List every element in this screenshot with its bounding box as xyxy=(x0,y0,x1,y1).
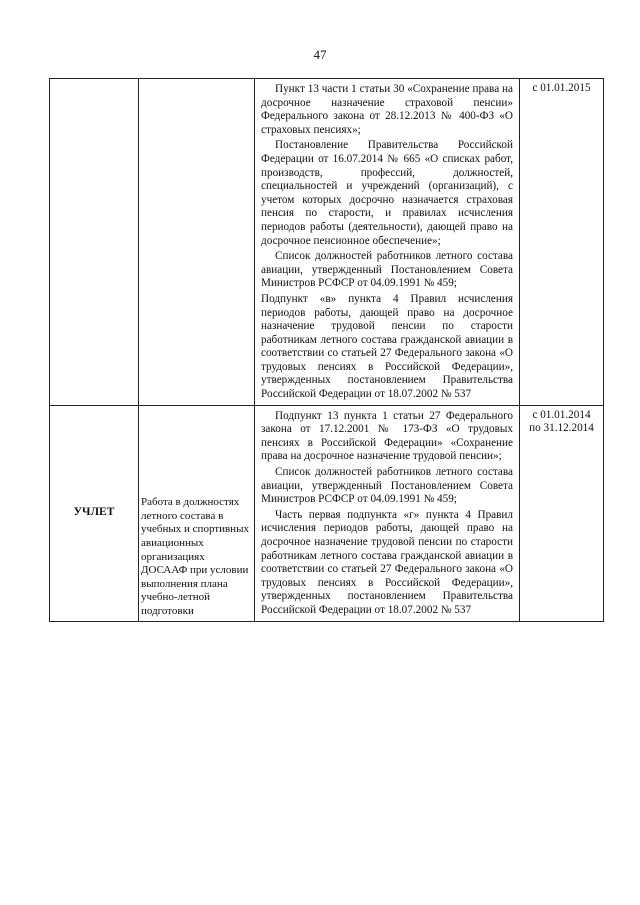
date-cell-1 xyxy=(520,79,604,406)
basis-paragraph: Часть первая подпункта «г» пункта 4 Правил исчисления периодов работы, дающей право на досрочное назначение трудовой пенсии по старости работникам летного состава гражданской авиации в соответствии со статьей 27 Федерального закона «О трудовых пенсиях в Российской Федерации», утвержденных постановлением Правительства Российской Федерации от 18.07.2002 № 537 xyxy=(261,508,513,616)
work-cell-1 xyxy=(139,79,255,406)
table-row-1 xyxy=(50,79,604,406)
work-cell-2 xyxy=(139,405,255,621)
basis-paragraph: Список должностей работников летного состава авиации, утвержденный Постановлением Совета Министров РСФСР от 04.09.1991 № 459; xyxy=(261,466,513,506)
date-line: с 01.01.2014 xyxy=(532,408,591,421)
date-line: с 01.01.2015 xyxy=(532,82,591,94)
code-cell-2: УЧЛЕТ xyxy=(50,405,139,621)
date-line: по 31.12.2014 xyxy=(529,422,594,435)
basis-cell-2 xyxy=(255,405,520,621)
basis-paragraph: Подпункт 13 пункта 1 статьи 27 Федерального закона от 17.12.2001 № 173-ФЗ «О трудовых пенсиях в Российской Федерации» «Сохранение права на досрочное назначение трудовой пенсии»; xyxy=(261,409,513,463)
basis-cell-1 xyxy=(255,79,520,406)
work-text-2: Работа в должностях летного состава в учебных и спортивных авиационных организациях ДОСААФ при условии выполнения плана учебно-летной подготовки xyxy=(141,496,249,617)
table-row-2 xyxy=(50,405,604,621)
work-text-1 xyxy=(139,79,254,81)
code-cell-1 xyxy=(50,79,139,406)
basis-paragraph: Список должностей работников летного состава авиации, утвержденный Постановлением Совета Министров РСФСР от 04.09.1991 № 459; xyxy=(261,250,513,290)
basis-paragraph: Подпункт «в» пункта 4 Правил исчисления периодов работы, дающей право на досрочное назначение трудовой пенсии по старости работникам летного состава гражданской авиации в соответствии со статьей 27 Федерального закона «О трудовых пенсиях в Российской Федерации», утвержденных постановлением Правительства Российской Федерации от 18.07.2002 № 537 xyxy=(261,292,513,401)
basis-paragraph: Постановление Правительства Российской Федерации от 16.07.2014 № 665 «О списках работ, производств, профессий, должностей, специальностей и учреждений (организаций), с учетом которых досрочно назначается страховая пенсия по старости, и правилах исчисления периодов работы (деятельности), дающей право на досрочное пенсионное обеспечение»; xyxy=(261,139,513,247)
date-cell-2 xyxy=(520,405,604,621)
pension-basis-table xyxy=(49,78,604,622)
page-number: 47 xyxy=(313,47,327,62)
basis-paragraph: Пункт 13 части 1 статьи 30 «Сохранение права на досрочное назначение страховой пенсии» Федерального закона от 28.12.2013 № 400-ФЗ «О страховых пенсиях»; xyxy=(261,83,513,136)
